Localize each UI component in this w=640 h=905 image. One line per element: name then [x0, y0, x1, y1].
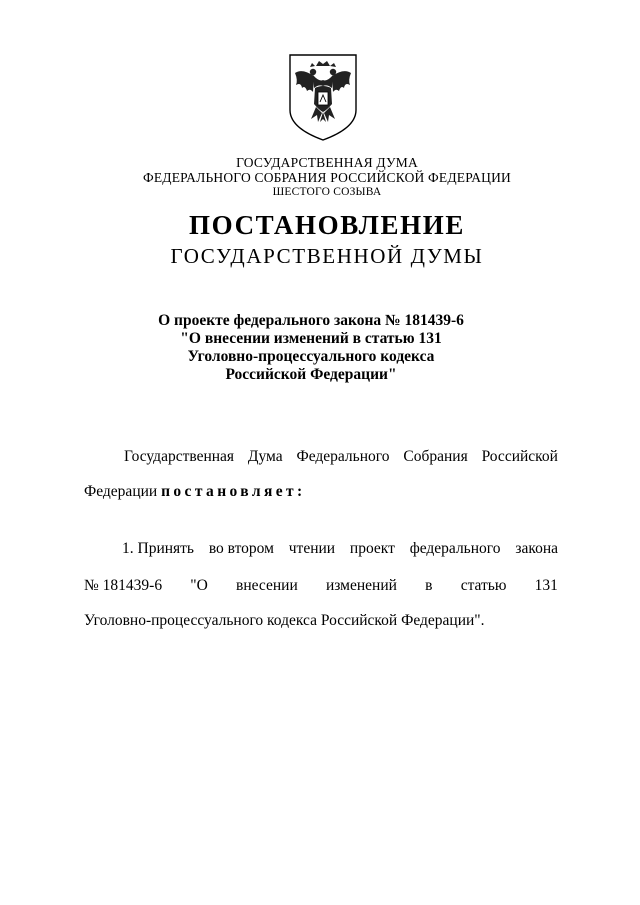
preamble-word: Государственная	[124, 448, 235, 465]
preamble-word: Собрания	[403, 448, 468, 465]
item1-word: чтении	[288, 540, 336, 557]
item1-word: 131	[534, 577, 558, 594]
document-type-title: ПОСТАНОВЛЕНИЕ	[189, 210, 465, 240]
preamble-word: Дума	[247, 448, 283, 465]
item1-line	[84, 577, 558, 595]
preamble-line	[124, 448, 558, 466]
item1-word: федерального	[409, 540, 501, 557]
item1-word: № 181439-6	[84, 577, 163, 594]
item1-word: изменений	[325, 577, 397, 594]
convocation-header-line: ШЕСТОГО СОЗЫВА	[272, 186, 382, 198]
item1-word: 1. Принять	[122, 540, 195, 557]
russian-coat-of-arms-icon	[286, 52, 360, 142]
federal-assembly-header-line: ФЕДЕРАЛЬНОГО СОБРАНИЯ РОССИЙСКОЙ ФЕДЕРАЦИИ	[143, 170, 511, 185]
subject-line: "О внесении изменений в статью 131	[180, 330, 442, 347]
item1-word: во втором	[208, 540, 274, 557]
document-subject	[0, 312, 622, 384]
subject-line: О проекте федерального закона № 181439-6	[158, 312, 464, 329]
subject-line: Уголовно-процессуального кодекса	[187, 348, 435, 365]
document-organization-title: ГОСУДАРСТВЕННОЙ ДУМЫ	[170, 244, 484, 268]
preamble-word: Российской	[481, 448, 558, 465]
item1-word: "О	[190, 577, 208, 594]
item1-word: статью	[460, 577, 507, 594]
coat-of-arms-emblem	[286, 52, 360, 142]
item1-line: Уголовно-процессуального кодекса Российской Федерации".	[84, 612, 485, 629]
duma-header-line: ГОСУДАРСТВЕННАЯ ДУМА	[236, 155, 418, 170]
item1-word: закона	[515, 540, 558, 557]
item1-line	[122, 540, 558, 558]
decree-word: постановляет:	[161, 483, 306, 500]
subject-line: Российской Федерации"	[225, 366, 397, 383]
preamble-word: Федерального	[296, 448, 390, 465]
preamble-end: Федерации	[84, 483, 158, 500]
item1-word: внесении	[236, 577, 298, 594]
item1-word: проект	[349, 540, 395, 557]
item1-word: в	[425, 577, 433, 594]
decree-line	[84, 483, 306, 501]
